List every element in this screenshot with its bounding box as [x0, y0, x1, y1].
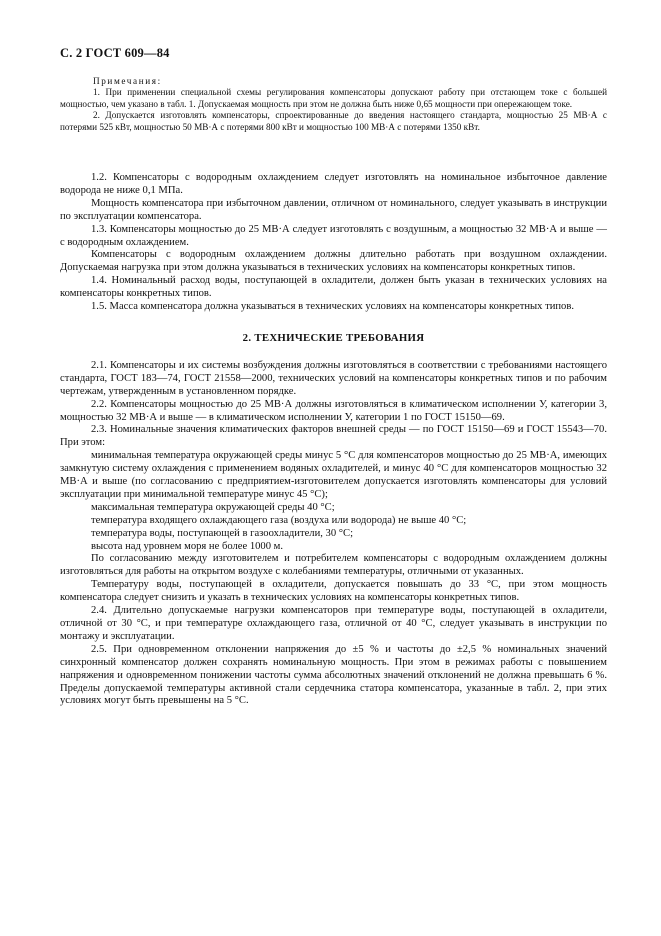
paragraph: Мощность компенсатора при избыточном давлении, отличном от номинального, следует указывать в инструкции по эксплуатации компенсатора.	[60, 197, 607, 222]
paragraph: 2.4. Длительно допускаемые нагрузки компенсаторов при температуре воды, поступающей в охладители, отличной от 30 °С, и при температуре охлаждающего газа, отличной от 40 °С, следует указывать в инструкции по монтажу и эксплуатации.	[60, 605, 607, 642]
note-item: 1. При применении специальной схемы регулирования компенсаторы допускают работу при отстающем токе с большей мощностью, чем указано в табл. 1. Допускаемая мощность при этом не должна быть ниже 0,65 мощности при опережающем токе.	[60, 87, 607, 109]
notes-title: Примечания:	[93, 76, 162, 86]
paragraph: максимальная температура окружающей среды 40 °С;	[91, 501, 335, 513]
page-header: С. 2 ГОСТ 609—84	[60, 46, 170, 60]
paragraph: По согласованию между изготовителем и потребителем компенсаторы с водородным охлаждением должны изготовляться для работы на открытом воздухе с колебаниями температуры, отличными от указанных.	[60, 553, 607, 578]
paragraph: высота над уровнем моря не более 1000 м.	[91, 540, 284, 552]
paragraph: 1.2. Компенсаторы с водородным охлаждением следует изготовлять на номинальное избыточное давление водорода не ниже 0,1 МПа.	[60, 172, 607, 196]
paragraph: 2.2. Компенсаторы мощностью до 25 МВ·А должны изготовляться в климатическом исполнении У, категории 3, мощностью 32 МВ·А и выше — в климатическом исполнении У, категории 1 по ГОСТ 15150—69.	[60, 398, 607, 423]
notes-block	[60, 76, 607, 133]
paragraph: Компенсаторы с водородным охлаждением должны длительно работать при воздушном охлаждении. Допускаемая нагрузка при этом должна указываться в технических условиях на компенсаторы конкретных типов.	[60, 249, 607, 274]
paragraph: 1.3. Компенсаторы мощностью до 25 МВ·А следует изготовлять с воздушным, а мощностью 32 МВ·А и выше — с водородным охлаждением.	[60, 223, 607, 248]
paragraph: 1.4. Номинальный расход воды, поступающей в охладители, должен быть указан в технических условиях на компенсаторы конкретных типов.	[60, 275, 607, 300]
paragraph: 2.3. Номинальные значения климатических факторов внешней среды — по ГОСТ 15150—69 и ГОСТ 15543—70. При этом:	[60, 424, 607, 449]
document-body	[60, 172, 607, 708]
paragraph: 1.5. Масса компенсатора должна указываться в технических условиях на компенсаторы конкретных типов.	[91, 301, 575, 313]
note-item: 2. Допускается изготовлять компенсаторы, спроектированные до введения настоящего стандарта, мощностью 25 МВ·А с потерями 525 кВт, мощностью 50 МВ·А с потерями 800 кВт и мощностью 100 МВ·А с потерями 1350 кВт.	[60, 110, 607, 132]
paragraph: минимальная температура окружающей среды минус 5 °С для компенсаторов мощностью до 25 МВ·А, имеющих замкнутую систему охлаждения с применением водяных охладителей, и минус 40 °С для компенсаторов мощностью 32 МВ·А и выше (по согласованию с предприятием-изготовителем допускается изготовлять компенсаторы для условий эксплуатации при минимальной температуре минус 45 °С);	[60, 450, 607, 500]
section-title: 2. ТЕХНИЧЕСКИЕ ТРЕБОВАНИЯ	[242, 331, 425, 344]
paragraph: температура воды, поступающей в газоохладители, 30 °С;	[91, 527, 354, 539]
paragraph: Температуру воды, поступающей в охладители, допускается повышать до 33 °С, при этом мощность компенсатора следует снизить и указать в технических условиях на компенсаторы конкретных типов.	[60, 579, 607, 604]
paragraph: 2.1. Компенсаторы и их системы возбуждения должны изготовляться в соответствии с требованиями настоящего стандарта, ГОСТ 183—74, ГОСТ 21558—2000, технических условий на компенсаторы конкретных типов и по рабочим чертежам, утвержденным в установленном порядке.	[60, 359, 607, 397]
paragraph: 2.5. При одновременном отклонении напряжения до ±5 % и частоты до ±2,5 % номинальных значений синхронный компенсатор должен сохранять номинальную мощность. При этом в режимах работы с повышением напряжения и одновременном понижении частоты сумма абсолютных значений отклонений не должна превышать 6 %. Пределы допускаемой температуры активной стали сердечника статора компенсатора, указанные в табл. 2, при этих условиях могут быть превышены на 5 °С.	[60, 643, 607, 707]
paragraph: температура входящего охлаждающего газа (воздуха или водорода) не выше 40 °С;	[91, 514, 467, 526]
